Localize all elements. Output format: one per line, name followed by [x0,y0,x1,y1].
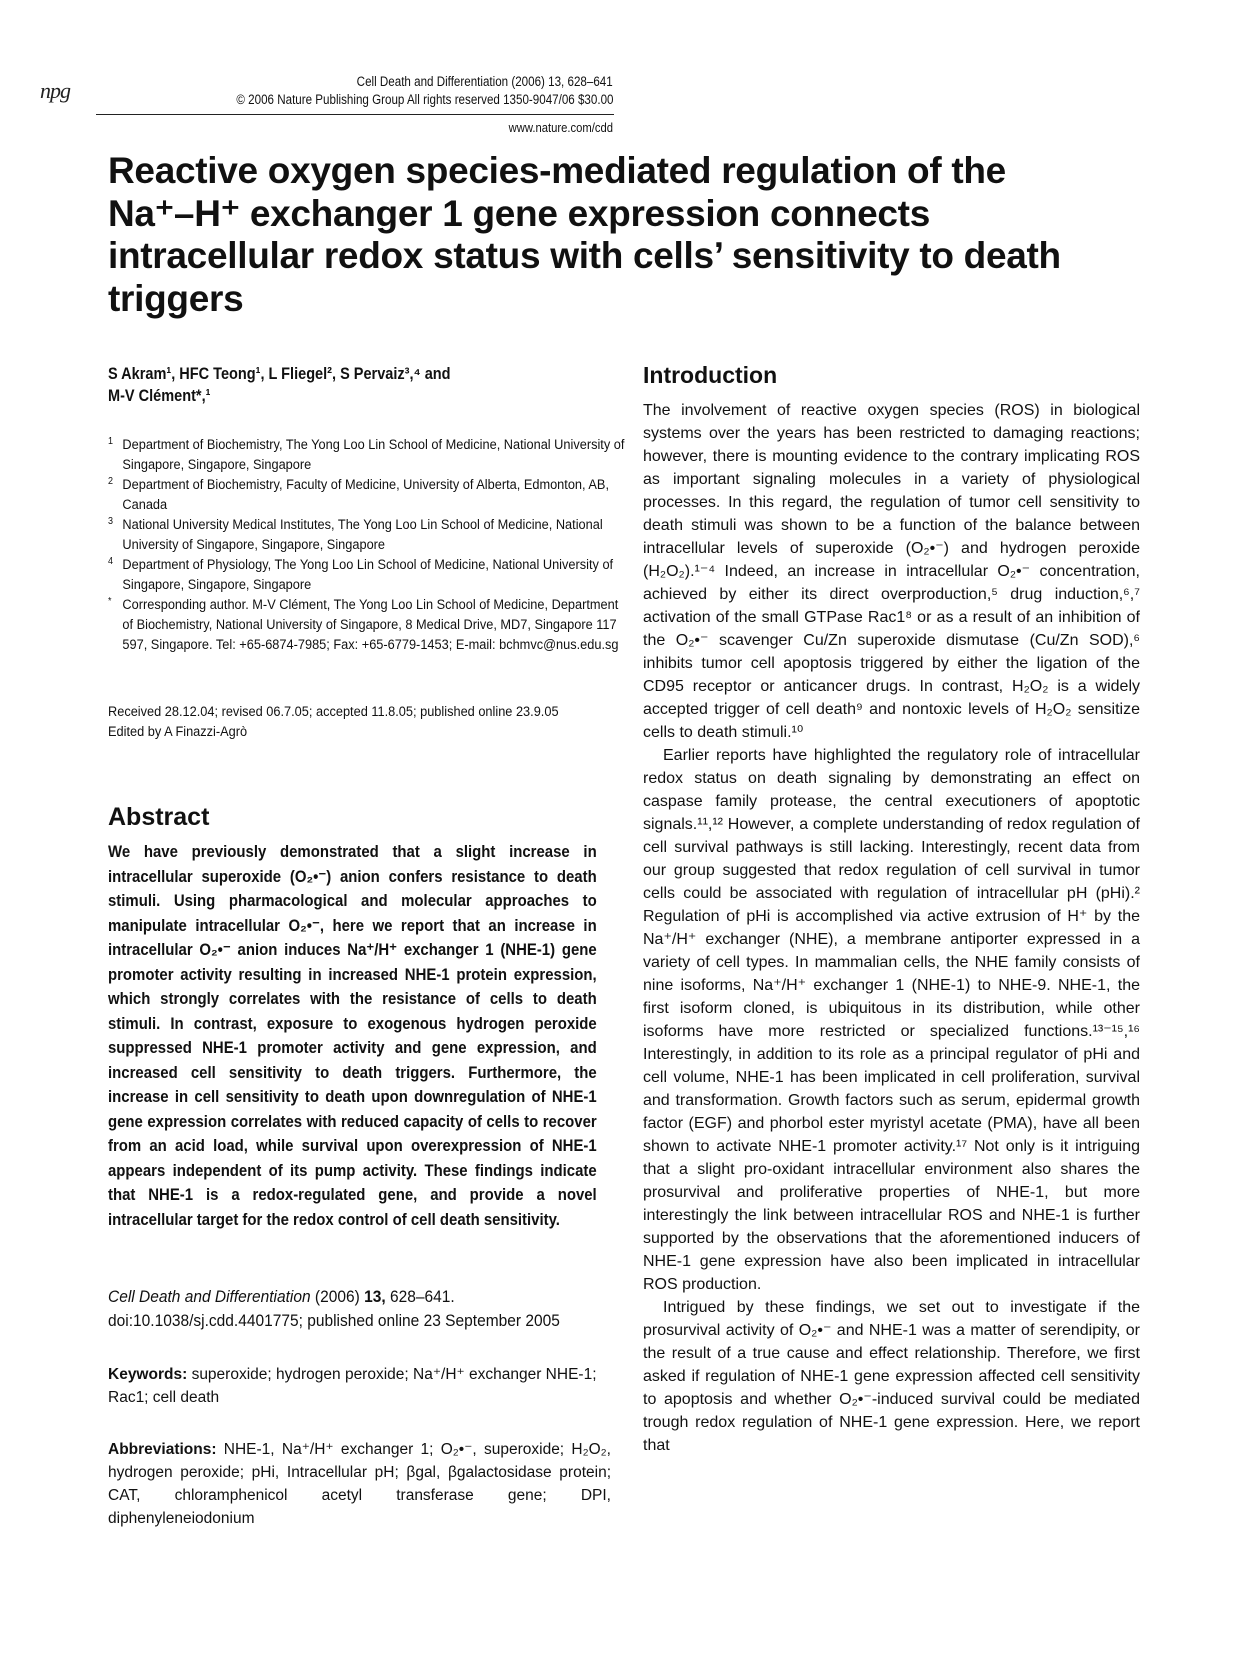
journal-reference: Cell Death and Differentiation (2006) 13, 628–641 [356,74,613,89]
journal-url[interactable]: www.nature.com/cdd [508,121,613,135]
header-divider [96,114,614,115]
title-line: Reactive oxygen species-mediated regulation of the [108,150,1006,191]
affiliation-item [108,595,626,655]
doi[interactable]: doi:10.1038/sj.cdd.4401775; published online 23 September 2005 [108,1311,560,1330]
introduction-body [643,399,1140,1457]
author-line: M-V Clément*,¹ [108,387,211,405]
abbreviations-text: NHE-1, Na⁺/H⁺ exchanger 1; O₂•⁻, superoxide; H₂O₂, hydrogen peroxide; pHi, Intracellular pH; βgal, βgalactosidase protein; CAT, chloramphenicol acetyl transferase gene; DPI, diphenyleneiodonium [108,1441,611,1527]
affiliation-mark: 4 [108,556,114,567]
affiliation-text: Department of Biochemistry, The Yong Loo Lin School of Medicine, National University of Singapore, Singapore, Singapore [122,437,625,473]
affiliation-text: National University Medical Institutes, The Yong Loo Lin School of Medicine, National University of Singapore, Singapore, Singapore [122,517,603,553]
abstract-body: We have previously demonstrated that a slight increase in intracellular superoxide (O₂•⁻) anion confers resistance to death stimuli. Using pharmacological and molecular approaches to manipulate intracellular O₂•⁻, here we report that an increase in intracellular O₂•⁻ anion induces Na⁺/H⁺ exchanger 1 (NHE-1) gene promoter activity resulting in increased NHE-1 protein expression, which strongly correlates with the resistance of cells to death stimuli. In contrast, exposure to exogenous hydrogen peroxide suppressed NHE-1 promoter activity and gene expression, and increased cell sensitivity to death triggers. Furthermore, the increase in cell sensitivity to death upon downregulation of NHE-1 gene expression correlates with reduced capacity of cells to recover from an acid load, while survival upon overexpression of NHE-1 appears independent of its pump activity. These findings indicate that NHE-1 is a redox-regulated gene, and provide a novel intracellular target for the redox control of cell death sensitivity. [108,843,597,1229]
publisher-logo: npg [40,78,70,103]
affiliation-item [108,555,626,595]
introduction-heading: Introduction [643,362,778,388]
title-line: Na⁺–H⁺ exchanger 1 gene expression connects [108,192,930,234]
publication-dates [108,702,559,742]
affiliation-mark: * [108,596,112,607]
affiliation-list [108,435,625,655]
author-line: S Akram¹, HFC Teong¹, L Fliegel², S Pervaiz³,⁴ and [108,365,451,383]
keywords-text: superoxide; hydrogen peroxide; Na⁺/H⁺ exchanger NHE-1; Rac1; cell death [108,1366,597,1406]
copyright-notice: © 2006 Nature Publishing Group All rights reserved 1350-9047/06 $30.00 [235,92,613,107]
affiliation-text: Corresponding author. M-V Clément, The Yong Loo Lin School of Medicine, Department of Biochemistry, National University of Singapore, 8 Medical Drive, MD7, Singapore 117 597, Singapore. Tel: +65-6874-7985; Fax: +65-6779-1453; E-mail: bchmvc@nus.edu.sg [122,597,619,653]
affiliation-item [108,475,626,515]
keywords-label: Keywords: [108,1366,188,1383]
paragraph: Intrigued by these findings, we set out to investigate if the prosurvival activity of O₂•⁻ and NHE-1 was a matter of serendipity, or the result of a true cause and effect relationship. Therefore, we first asked if regulation of NHE-1 gene expression affected cell sensitivity to apoptosis and whether O₂•⁻-induced survival could be mediated trough redox regulation of NHE-1 gene expression. Here, we report that [643,1299,1140,1454]
affiliation-mark: 3 [108,516,114,527]
edited-by: Edited by A Finazzi-Agrò [108,724,248,740]
abbreviations-label: Abbreviations: [108,1441,217,1458]
keywords [108,1363,611,1409]
citation-volume: 13, [364,1288,386,1306]
citation [108,1286,597,1333]
abbreviations [108,1438,611,1530]
citation-pages: 628–641. [389,1288,455,1306]
affiliation-text: Department of Physiology, The Yong Loo Lin School of Medicine, National University of Singapore, Singapore, Singapore [122,557,614,593]
title-line: intracellular redox status with cells’ sensitivity to death [108,235,1061,276]
affiliation-text: Department of Biochemistry, Faculty of Medicine, University of Alberta, Edmonton, AB, Canada [122,477,610,513]
article-title [108,150,1118,320]
affiliation-mark: 1 [108,436,114,447]
received-dates: Received 28.12.04; revised 06.7.05; accepted 11.8.05; published online 23.9.05 [108,704,559,720]
paragraph: Earlier reports have highlighted the regulatory role of intracellular redox status on death signaling by demonstrating an effect on caspase family protease, the central executioners of apoptotic signals.¹¹,¹² However, a complete understanding of redox regulation of cell survival pathways is still lacking. Interestingly, recent data from our group suggested that redox regulation of cell survival in tumor cells could be associated with regulation of intracellular pH (pHi).² Regulation of pHi is accomplished via active extrusion of H⁺ by the Na⁺/H⁺ exchanger (NHE), a membrane antiporter expressed in a variety of cell types. In mammalian cells, the NHE family consists of nine isoforms, Na⁺/H⁺ exchanger 1 (NHE-1) to NHE-9. NHE-1, the first isoform cloned, is ubiquitous in its distribution, while other isoforms have more restricted or specialized functions.¹³⁻¹⁵,¹⁶ Interestingly, in addition to its role as a principal regulator of pHi and cell volume, NHE-1 has been implicated in cell proliferation, survival and transformation. Growth factors such as serum, epidermal growth factor (EGF) and phorbol ester myristyl acetate (PMA), have all been shown to activate NHE-1 promoter activity.¹⁷ Not only is it intriguing that a slight pro-oxidant intracellular environment also shares the prosurvival and proliferative properties of NHE-1, but more interestingly the link between intracellular ROS and NHE-1 is further supported by the observations that the aforementioned inducers of NHE-1 gene expression have also been implicated in intracellular ROS production. [643,747,1140,1293]
author-list [108,363,628,407]
abstract-heading: Abstract [108,803,210,831]
title-line: triggers [108,277,244,319]
paragraph: The involvement of reactive oxygen species (ROS) in biological systems over the years has been restricted to damaging reactions; however, there is mounting evidence to the contrary implicating ROS as important signaling molecules in a variety of physiological processes. In this regard, the regulation of tumor cell sensitivity to death stimuli was shown to be a function of the balance between intracellular levels of superoxide (O₂•⁻) and hydrogen peroxide (H₂O₂).¹⁻⁴ Indeed, an increase in intracellular O₂•⁻ concentration, achieved by either its direct overproduction,⁵ drug induction,⁶,⁷ activation of the small GTPase Rac1⁸ or as a result of an inhibition of the O₂•⁻ scavenger Cu/Zn superoxide dismutase (Cu/Zn SOD),⁶ inhibits tumor cell apoptosis triggered by either the ligation of the CD95 receptor or anticancer drugs. In contrast, H₂O₂ is a widely accepted trigger of cell death⁹ and nontoxic levels of H₂O₂ sensitize cells to death stimuli.¹⁰ [643,402,1140,741]
affiliation-mark: 2 [108,476,114,487]
affiliation-item [108,515,626,555]
citation-year: (2006) [314,1288,360,1306]
affiliation-item [108,435,626,475]
citation-journal: Cell Death and Differentiation [108,1288,311,1306]
